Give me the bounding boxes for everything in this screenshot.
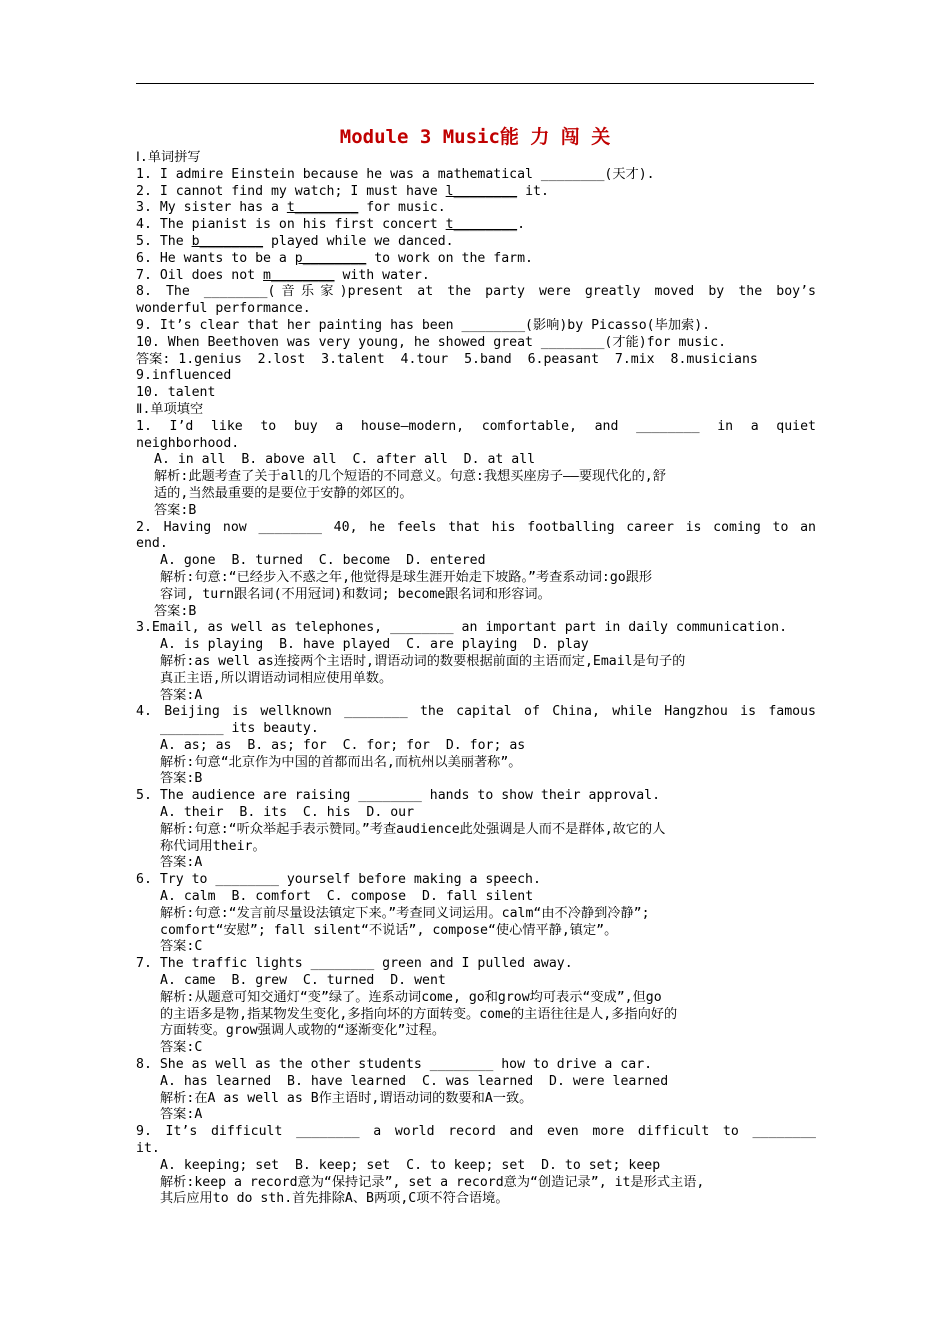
text-line: 9.influenced [136,368,232,384]
text-line: 真正主语,所以谓语动词相应使用单数。 [160,670,393,686]
text-line: 称代词用their。 [160,838,266,854]
text-line: 答案:B [154,502,197,518]
document-body [136,150,816,1208]
header-rule [136,83,814,84]
text-line: 解析:此题考查了关于all的几个短语的不同意义。句意:我想买座房子——要现代化的,舒 [154,469,666,485]
text-line: 10. talent [136,385,216,401]
text-line: comfort“安慰”; fall silent“不说话”, compose“使心情平静,镇定”。 [160,922,618,938]
text-line: 答案: 1.genius 2.lost 3.talent 4.tour 5.band 6.peasant 7.mix 8.musicians [136,351,758,367]
text-line: 解析:as well as连接两个主语时,谓语动词的数要根据前面的主语而定,Email是句子的 [160,653,686,669]
text-line: 解析:句意:“发言前尽量设法镇定下来。”考查同义词运用。calm“由不冷静到冷静”; [160,905,650,921]
text-line: 4. Beijing is wellknown ________ the capital of China, while Hangzhou is famous [136,704,816,720]
page-title: Module 3 Music能 力 闯 关 [339,126,611,148]
text-line: 答案:B [160,771,203,787]
text-line: 7. Oil does not m________ with water. [136,267,430,283]
text-line: 解析:keep a record意为“保持记录”, set a record意为“创造记录”, it是形式主语, [160,1174,705,1190]
text-line: ________ its beauty. [160,721,319,737]
text-line: A. as; as B. as; for C. for; for D. for; as [160,737,526,753]
text-line: 解析:句意“北京作为中国的首都而出名,而杭州以美丽著称”。 [160,754,522,770]
text-line: 5. The audience are raising ________ hands to show their approval. [136,788,661,804]
text-line: 容词, turn跟名词(不用冠词)和数词; become跟名词和形容词。 [160,586,551,602]
text-line: 7. The traffic lights ________ green and I pulled away. [136,956,573,972]
text-line: 8. The ________(音乐家)present at the party were greatly moved by the boy’s [136,284,816,300]
text-line: 6. He wants to be a p________ to work on the farm. [136,250,533,266]
text-line: 8. She as well as the other students ________ how to drive a car. [136,1057,653,1073]
text-line: 答案:A [160,1107,203,1123]
text-line: 4. The pianist is on his first concert t________. [136,217,526,233]
text-line: 2. I cannot find my watch; I must have l________ it. [136,183,549,199]
text-line: neighborhood. [136,435,240,451]
text-line: 解析:句意:“听众举起手表示赞同。”考查audience此处强调是人而不是群体,故它的人 [160,821,666,837]
text-line: end. [136,536,168,552]
text-line: 2. Having now ________ 40, he feels that his footballing career is coming to an [136,519,816,535]
text-line: 的主语多是物,指某物发生变化,多指向坏的方面转变。come的主语往往是人,多指向好的 [160,1006,678,1022]
text-line: 9. It’s difficult ________ a world record and even more difficult to ________ [136,1124,816,1140]
text-line: wonderful performance. [136,301,311,317]
text-line: 解析:在A as well as B作主语时,谓语动词的数要和A一致。 [160,1090,533,1106]
text-line: A. has learned B. have learned C. was learned D. were learned [160,1073,669,1089]
text-line: 3.Email, as well as telephones, ________ an important part in daily communication. [136,620,788,636]
text-line: 5. The b________ played while we danced. [136,233,454,249]
text-line: A. keeping; set B. keep; set C. to keep; set D. to set; keep [160,1157,661,1173]
text-line: A. calm B. comfort C. compose D. fall silent [160,889,534,905]
text-line: 其后应用to do sth.首先排除A、B两项,C项不符合语境。 [160,1191,509,1207]
text-line: 答案:B [154,603,197,619]
text-line: A. gone B. turned C. become D. entered [160,553,486,569]
text-line: 3. My sister has a t________ for music. [136,200,446,216]
text-line: 解析:从题意可知交通灯“变”绿了。连系动词come, go和grow均可表示“变成”,但go [160,989,662,1005]
text-line: 答案:C [160,939,203,955]
text-line: 6. Try to ________ yourself before making a speech. [136,872,541,888]
text-line: 答案:C [160,1040,203,1056]
text-line: Ⅰ.单词拼写 [136,150,201,165]
text-line: 答案:A [160,687,203,703]
text-line: 解析:句意:“已经步入不惑之年,他觉得是球生涯开始走下坡路。”考查系动词:go跟形 [160,569,653,585]
text-line: 适的,当然最重要的是要位于安静的郊区的。 [154,485,413,501]
text-line: A. their B. its C. his D. our [160,805,415,821]
text-line: 1. I admire Einstein because he was a mathematical ________(天才). [136,166,655,182]
text-line: 答案:A [160,855,203,871]
text-line: 9. It’s clear that her painting has been ________(影响)by Picasso(毕加索). [136,317,711,333]
text-line: A. in all B. above all C. after all D. at all [154,452,536,468]
text-line: 1. I’d like to buy a house—modern, comfortable, and ________ in a quiet [136,418,816,434]
text-line: Ⅱ.单项填空 [136,401,204,417]
text-line: it. [136,1141,160,1157]
text-line: 10. When Beethoven was very young, he showed great ________(才能)for music. [136,334,727,350]
text-line: 方面转变。grow强调人或物的“逐渐变化”过程。 [160,1023,446,1039]
text-line: A. is playing B. have played C. are playing D. play [160,637,589,653]
text-line: A. came B. grew C. turned D. went [160,973,446,989]
